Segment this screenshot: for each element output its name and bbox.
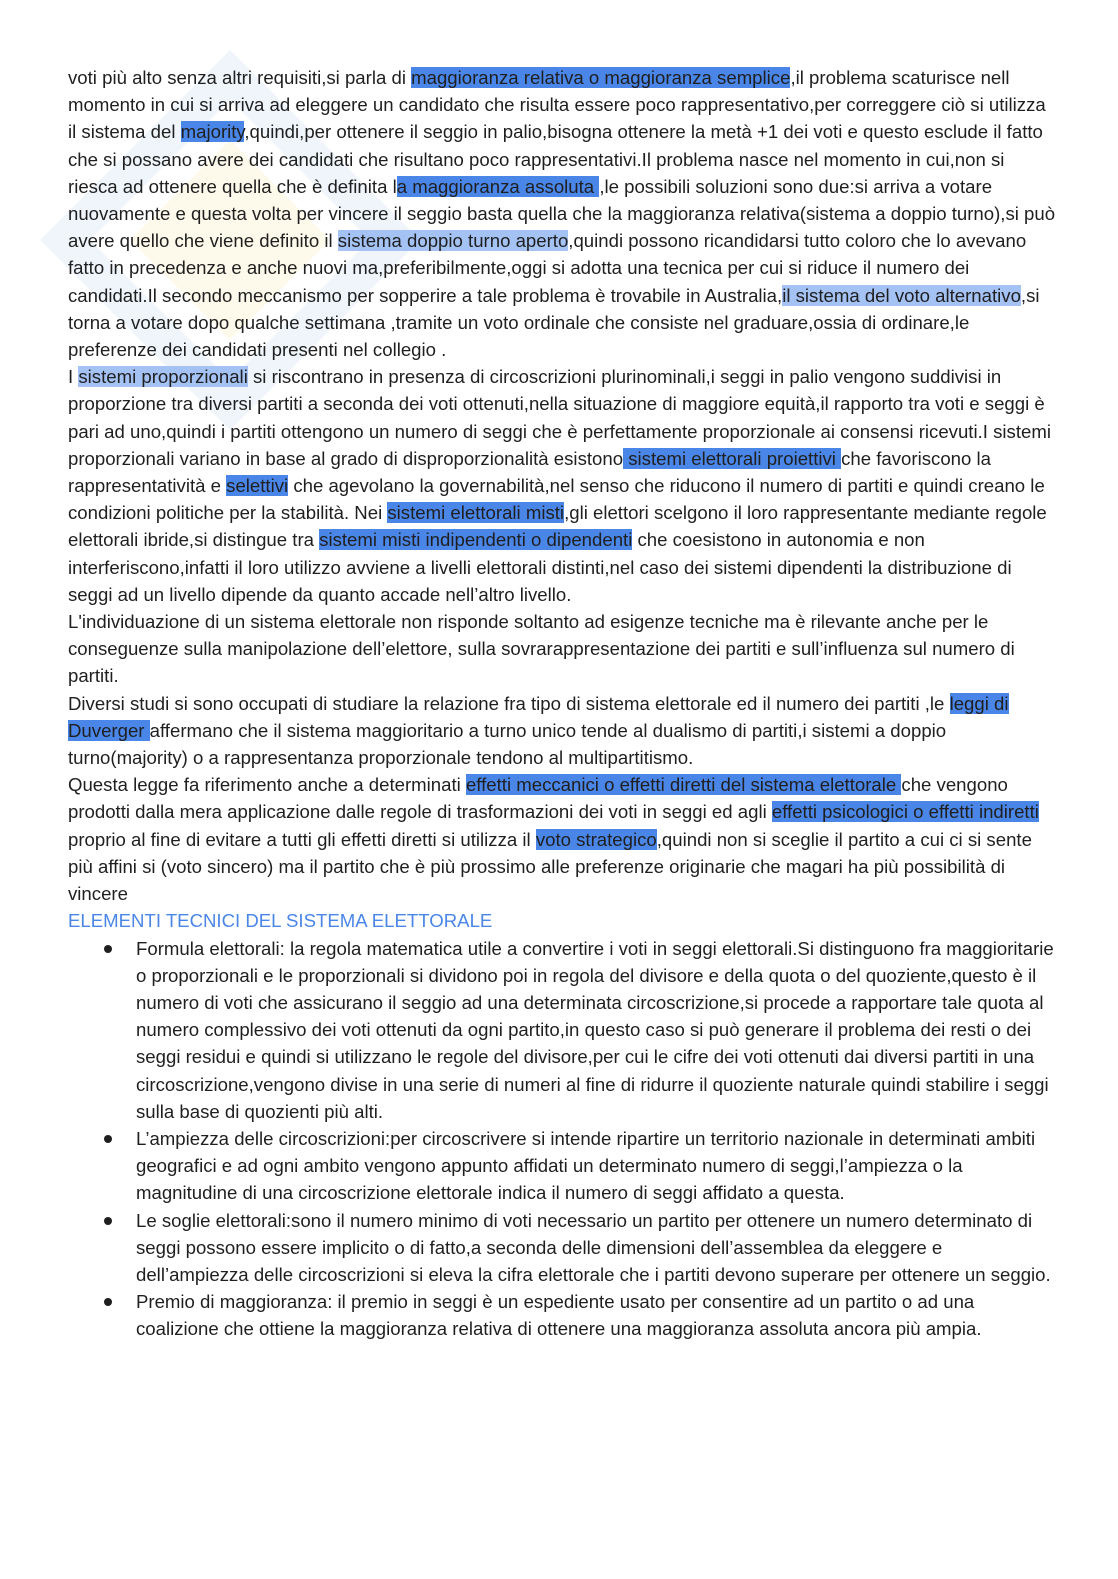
highlight-sistemi-misti: sistemi elettorali misti <box>387 502 565 524</box>
highlight-misti-indipendenti: sistemi misti indipendenti o dipendenti <box>319 529 633 551</box>
document-page <box>68 64 1058 1343</box>
highlight-leggi-duverger: leggi di Duverger <box>68 692 1009 741</box>
highlight-voto-strategico: voto strategico <box>535 828 657 850</box>
bullet-icon <box>104 945 112 953</box>
list-item: Formula elettorali: la regola matematica utile a convertire i voti in seggi elettorali.Si distinguono fra maggioritarie o proporzionali e le proporzionali si dividono poi in regola del divisore e della quota o del quoziente,questo è il numero di voti che assicurano il seggio ad una determinata circoscrizione,si procede a rapportare tale quota al numero complessivo dei voti ottenuti da ogni partito,in questo caso si può generare il problema dei resti o dei seggi residui e quindi si utilizzano le regole del divisore,per cui le cifre dei voti ottenuti dai diversi partiti in una circoscrizione,vengono divise in una serie di numeri al fine di ridurre il quoziente naturale quindi stabilire i seggi sulla base di quozienti più alti. <box>68 935 1058 1125</box>
highlight-sistemi-proiettivi: sistemi elettorali proiettivi <box>623 447 842 469</box>
paragraph-effects: Questa legge fa riferimento anche a determinati effetti meccanici o effetti diretti del sistema elettorale che vengono prodotti dalla mera applicazione dalle regole di trasformazioni dei voti in seggi ed agli effetti psicologici o effetti indiretti proprio al fine di evitare a tutti gli effetti diretti si utilizza il voto strategico,quindi non si sceglie il partito a cui ci si sente più affini si (voto sincero) ma il partito che è più prossimo alle preferenze originarie che magari ha più possibilità di vincere <box>68 774 1039 905</box>
highlight-majority: majority <box>180 121 245 143</box>
highlight-maggioranza-relativa: maggioranza relativa o maggioranza semplice <box>411 67 791 88</box>
list-item: Premio di maggioranza: il premio in seggi è un espediente usato per consentire ad un partito o ad una coalizione che ottiene la maggioranza relativa di ottenere una maggioranza assoluta ancora più ampia. <box>68 1288 1058 1342</box>
bullet-icon <box>104 1135 112 1143</box>
highlight-sistemi-proporzionali: sistemi proporzionali <box>78 366 248 388</box>
list-item: L’ampiezza delle circoscrizioni:per circoscrivere si intende ripartire un territorio nazionale in determinati ambiti geografici e ad ogni ambito vengono appunto affidati un determinato numero di seggi,l’ampiezza o la magnitudine di una circoscrizione elettorale indica il numero di seggi affidato a questa. <box>68 1125 1058 1207</box>
highlight-maggioranza-assoluta: a maggioranza assoluta <box>396 175 600 197</box>
technical-elements-list <box>68 935 1058 1343</box>
highlight-selettivi: selettivi <box>226 475 289 497</box>
paragraph-majority-systems: voti più alto senza altri requisiti,si parla di maggioranza relativa o maggioranza semplice,il problema scaturisce nell momento in cui si arriva ad eleggere un candidato che risulta essere poco rappresentativo,per correggere ciò si utilizza il sistema del majority,quindi,per ottenere il seggio in palio,bisogna ottenere la metà +1 dei voti e questo esclude il fatto che si possano avere dei candidati che risultano poco rappresentativi.Il problema nasce nel momento in cui,non si riesca ad ottenere quella che è definita la maggioranza assoluta ,le possibili soluzioni sono due:si arriva a votare nuovamente e questa volta per vincere il seggio basta quella che la maggioranza relativa(sistema a doppio turno),si può avere quello che viene definito il sistema doppio turno aperto,quindi possono ricandidarsi tutto coloro che lo avevano fatto in precedenza e anche nuovi ma,preferibilmente,oggi si adotta una tecnica per cui si riduce il numero dei candidati.Il secondo meccanismo per sopperire a tale problema è trovabile in Australia,il sistema del voto alternativo,si torna a votare dopo qualche settimana ,tramite un voto ordinale che consiste nel graduare,ossia di ordinare,le preferenze dei candidati presenti nel collegio . <box>68 67 1056 361</box>
list-item: Le soglie elettorali:sono il numero minimo di voti necessario un partito per ottenere un numero determinato di seggi possono essere implicito o di fatto,a seconda delle dimensioni dell’assemblea da eleggere e dell’ampiezza delle circoscrizioni si eleva la cifra elettorale che i partiti devono superare per ottenere un seggio. <box>68 1207 1058 1289</box>
highlight-doppio-turno-aperto: sistema doppio turno aperto <box>337 230 569 252</box>
paragraph-system-relevance: L'individuazione di un sistema elettorale non risponde soltanto ad esigenze tecniche ma è rilevante anche per le conseguenze sulla manipolazione dell’elettore, sulla sovrarappresentazione dei partiti e sull’influenza sul numero di partiti. <box>68 611 1015 687</box>
highlight-effetti-psicologici: effetti psicologici o effetti indiretti <box>771 801 1039 823</box>
bullet-icon <box>104 1217 112 1225</box>
section-heading: ELEMENTI TECNICI DEL SISTEMA ELETTORALE <box>68 910 493 932</box>
highlight-voto-alternativo: il sistema del voto alternativo <box>782 284 1021 306</box>
bullet-icon <box>104 1298 112 1306</box>
paragraph-duverger: Diversi studi si sono occupati di studiare la relazione fra tipo di sistema elettorale ed il numero dei partiti ,le leggi di Duverger affermano che il sistema maggioritario a turno unico tende al dualismo di partiti,i sistemi a doppio turno(majority) o a rappresentanza proporzionale tendono al multipartitismo. <box>68 692 1009 769</box>
paragraph-proportional-systems: I sistemi proporzionali si riscontrano in presenza di circoscrizioni plurinominali,i seggi in palio vengono suddivisi in proporzione tra diversi partiti a seconda dei voti ottenuti,nella situazione di maggiore equità,il rapporto tra voti e seggi è pari ad uno,quindi i partiti ottengono un numero di seggi che è perfettamente proporzionale ai consensi ricevuti.I sistemi proporzionali variano in base al grado di disproporzionalità esistono sistemi elettorali proiettivi che favoriscono la rappresentatività e selettivi che agevolano la governabilità,nel senso che riducono il numero di partiti e quindi creano le condizioni politiche per la stabilità. Nei sistemi elettorali misti,gli elettori scelgono il loro rappresentante mediante regole elettorali ibride,si distingue tra sistemi misti indipendenti o dipendenti che coesistono in autonomia e non interferiscono,infatti il loro utilizzo avviene a livelli elettorali distinti,nel caso dei sistemi dipendenti la distribuzione di seggi ad un livello dipende da quanto accade nell’altro livello. <box>68 366 1051 605</box>
highlight-effetti-meccanici: effetti meccanici o effetti diretti del sistema elettorale <box>465 774 902 796</box>
